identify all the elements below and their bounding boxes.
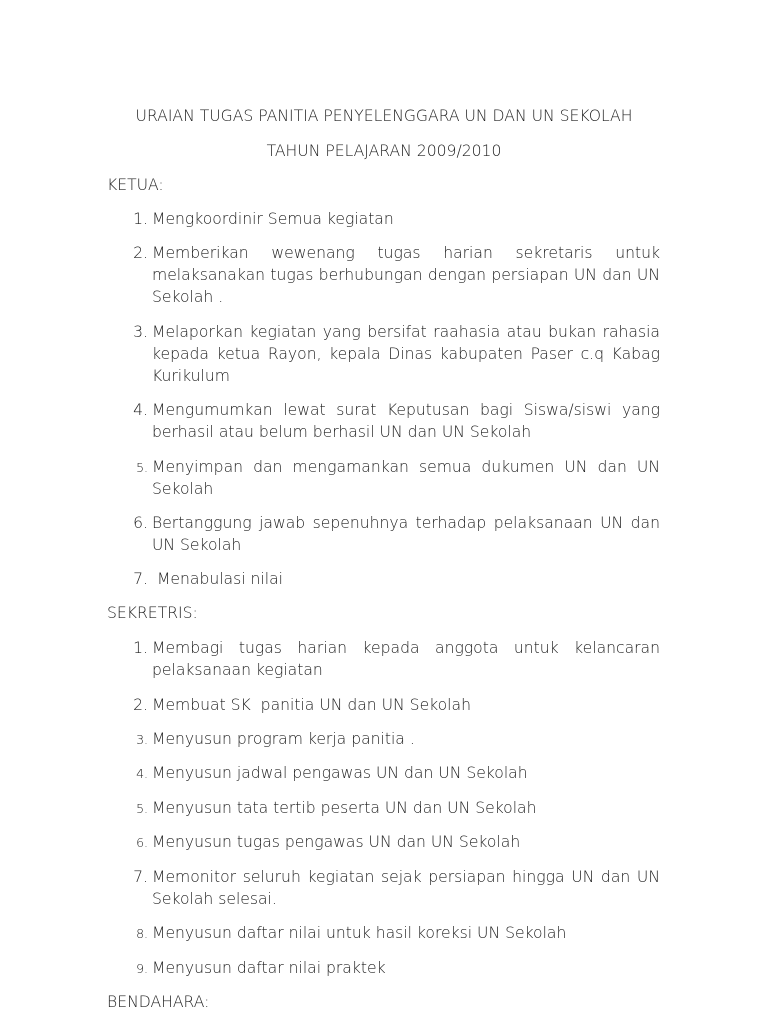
list-item-number: 4. <box>133 401 148 419</box>
list-item-text: Mengumumkan lewat surat Keputusan bagi Siswa/siswi yang berhasil atau belum berhasil UN dan UN Sekolah <box>152 401 660 441</box>
section-heading-ketua: KETUA: <box>107 176 164 194</box>
list-item-number: 6. <box>133 514 148 532</box>
section-heading-sekretris: SEKRETRIS: <box>107 604 198 622</box>
list-item-text: Bertanggung jawab sepenuhnya terhadap pelaksanaan UN dan UN Sekolah <box>152 514 660 554</box>
list-item-text: Membagi tugas harian kepada anggota untuk kelancaran pelaksanaan kegiatan <box>152 639 660 679</box>
list-item-number: 1. <box>133 210 148 228</box>
list-item-text: Memonitor seluruh kegiatan sejak persiapan hingga UN dan UN Sekolah selesai. <box>152 868 660 908</box>
list-item-text: Menabulasi nilai <box>152 570 283 588</box>
list-item-text: Menyusun daftar nilai untuk hasil koreksi UN Sekolah <box>152 924 567 942</box>
list-item-text: Menyusun jadwal pengawas UN dan UN Sekolah <box>152 764 528 782</box>
list-item-text: Menyusun tugas pengawas UN dan UN Sekolah <box>152 833 521 851</box>
list-item-text: Menyusun program kerja panitia . <box>152 730 415 748</box>
list-item-text: Menyusun tata tertib peserta UN dan UN Sekolah <box>152 799 537 817</box>
list-item-number: 9. <box>136 961 148 976</box>
list-item-number: 3. <box>136 732 148 747</box>
list-item-text: Menyusun daftar nilai praktek <box>152 959 386 977</box>
document-title: URAIAN TUGAS PANITIA PENYELENGGARA UN DAN UN SEKOLAH <box>135 107 633 125</box>
list-item-number: 5. <box>136 460 148 475</box>
list-item-text: Melaporkan kegiatan yang bersifat raahasia atau bukan rahasia kepada ketua Rayon, kepala Dinas kabupaten Paser c.q Kabag Kurikulum <box>152 323 660 385</box>
list-item-number: 4. <box>136 766 148 781</box>
list-item-number: 1. <box>133 639 148 657</box>
list-item-number: 2. <box>133 696 148 714</box>
list-item-text: Menyimpan dan mengamankan semua dukumen UN dan UN Sekolah <box>152 458 660 498</box>
list-item-number: 6. <box>136 835 148 850</box>
document-subtitle: TAHUN PELAJARAN 2009/2010 <box>266 142 502 160</box>
list-item-number: 7. <box>133 570 148 588</box>
list-item-text: Membuat SK panitia UN dan UN Sekolah <box>152 696 471 714</box>
list-item-number: 2. <box>133 244 148 262</box>
section-heading-bendahara: BENDAHARA: <box>107 993 210 1011</box>
list-item-number: 5. <box>136 801 148 816</box>
list-item-number: 7. <box>133 868 148 886</box>
list-item-number: 3. <box>133 323 148 341</box>
list-item-text: Mengkoordinir Semua kegiatan <box>152 210 394 228</box>
list-item-text: Memberikan wewenang tugas harian sekretaris untuk melaksanakan tugas berhubungan dengan persiapan UN dan UN Sekolah . <box>152 244 660 306</box>
list-item-number: 8. <box>136 926 148 941</box>
